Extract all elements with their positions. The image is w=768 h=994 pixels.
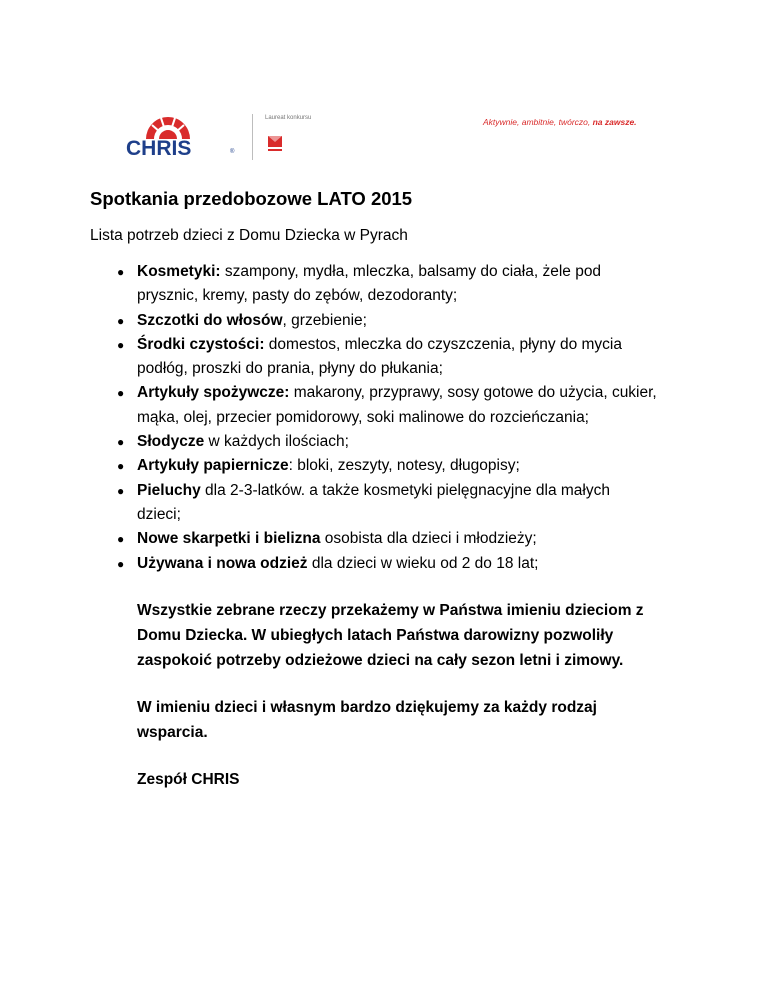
- bullet-icon: ●: [117, 459, 125, 474]
- bullet-icon: ●: [117, 265, 125, 279]
- document-subtitle: Lista potrzeb dzieci z Domu Dziecka w Pyrach: [90, 227, 408, 244]
- item-label: Pieluchy: [137, 481, 201, 499]
- bullet-icon: ●: [117, 337, 125, 352]
- item-text: makarony, przyprawy, sosy gotowe do użycia, cukier, mąka, olej, przecier pomidorowy, soki malinowe do rozcieńczania;: [137, 384, 657, 426]
- slogan: [483, 117, 637, 127]
- item-text: w każdych ilościach;: [204, 433, 349, 451]
- bullet-icon: ●: [117, 386, 125, 401]
- item-label: Szczotki do włosów: [137, 311, 283, 329]
- list-item: [90, 381, 657, 430]
- document-body: [90, 184, 690, 792]
- list-item: [90, 260, 657, 309]
- item-text: dla 2-3-latków. a także kosmetyki pielęgnacyjne dla małych dzieci;: [137, 481, 610, 523]
- document-title: Spotkania przedobozowe LATO 2015: [90, 188, 413, 209]
- laureat-label: Laureat konkursu: [265, 115, 312, 121]
- item-label: Słodycze: [137, 433, 205, 451]
- bullet-icon: ●: [117, 556, 125, 571]
- slogan-regular: Aktywnie, ambitnie, twórczo,: [483, 117, 593, 127]
- list-item: [90, 430, 657, 454]
- chris-logo: [126, 113, 236, 158]
- header-divider: [252, 114, 253, 160]
- signature: Zespół CHRIS: [137, 770, 240, 788]
- item-text: osobista dla dzieci i młodzieży;: [320, 530, 537, 548]
- closing-paragraph: Wszystkie zebrane rzeczy przekażemy w Państwa imieniu dzieciom z Domu Dziecka. W ubiegłych latach Państwa darowizny pozwoliły zaspokoić potrzeby odzieżowe dzieci na cały sezon letni i zimowy.: [137, 601, 644, 669]
- letterhead: [0, 0, 768, 170]
- list-item: [90, 333, 657, 382]
- item-text: , grzebienie;: [282, 311, 367, 329]
- item-text: dla dzieci w wieku od 2 do 18 lat;: [307, 554, 539, 572]
- logo-wordmark: CHRIS: [126, 137, 192, 160]
- list-item: [90, 552, 657, 576]
- item-label: Artykuły spożywcze:: [137, 384, 290, 402]
- award-badge-icon: [265, 134, 285, 154]
- needs-list: [90, 260, 690, 576]
- item-text: : bloki, zeszyty, notesy, długopisy;: [288, 457, 520, 475]
- bullet-icon: ●: [117, 313, 125, 328]
- list-item: [90, 454, 657, 478]
- list-item: [90, 479, 657, 528]
- item-label: Używana i nowa odzież: [137, 554, 308, 572]
- item-text: szampony, mydła, mleczka, balsamy do ciała, żele pod prysznic, kremy, pasty do zębów, dezodoranty;: [137, 263, 602, 305]
- registered-mark: ®: [230, 149, 235, 155]
- list-item: [90, 527, 657, 551]
- bullet-icon: ●: [117, 435, 125, 450]
- item-label: Środki czystości:: [137, 335, 265, 353]
- bullet-icon: ●: [117, 532, 125, 547]
- thanks-paragraph: W imieniu dzieci i własnym bardzo dziękujemy za każdy rodzaj wsparcia.: [137, 698, 597, 741]
- slogan-bold: na zawsze.: [592, 117, 637, 127]
- list-item: [90, 309, 657, 333]
- item-label: Kosmetyki:: [137, 263, 221, 280]
- item-label: Nowe skarpetki i bielizna: [137, 530, 321, 548]
- item-text: domestos, mleczka do czyszczenia, płyny do mycia podłóg, proszki do prania, płyny do płukania;: [137, 335, 622, 378]
- item-label: Artykuły papiernicze: [137, 457, 289, 475]
- bullet-icon: ●: [117, 483, 125, 498]
